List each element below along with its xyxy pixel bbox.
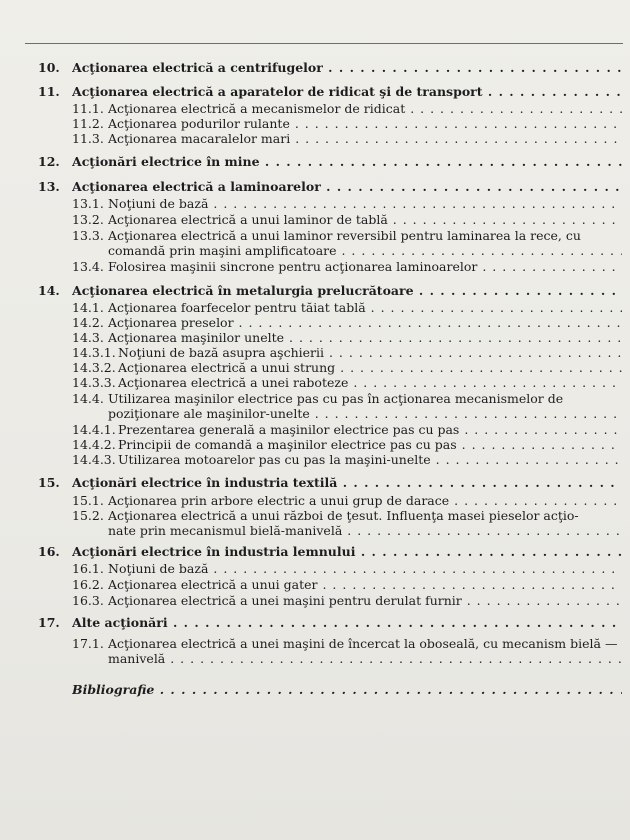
toc-title: Acţionarea electrică în metalurgia prelucrătoare . . .	[72, 283, 622, 298]
toc-title: Acţionarea electrică a unui laminor de tablă . . .	[108, 212, 622, 227]
toc-number: 13.2.	[72, 212, 104, 227]
toc-number: 16.3.	[72, 593, 104, 608]
toc-number: 14.3.2.	[72, 360, 116, 375]
toc-number: 13.1.	[72, 196, 104, 211]
toc-number: 14.3.	[72, 330, 104, 345]
toc-title: Noţiuni de bază . . .	[108, 196, 622, 211]
toc-title: Acţionarea electrică a mecanismelor de ridicat . . .	[108, 101, 622, 116]
toc-number: 14.4.2.	[72, 437, 116, 452]
toc-title: nate prin mecanismul bielă-manivelă . . .	[108, 523, 622, 538]
toc-title: Acţionarea podurilor rulante . . .	[108, 116, 622, 131]
toc-title: Acţionarea electrică a unei maşini de încercat la oboseală, cu mecanism bielă —	[108, 636, 618, 651]
toc-number: 14.3.1.	[72, 345, 116, 360]
toc-title: Acţionarea electrică a unui laminor reversibil pentru laminarea la rece, cu	[108, 228, 581, 243]
toc-title: Utilizarea maşinilor electrice pas cu pas în acţionarea mecanismelor de	[108, 391, 564, 406]
toc-number: 11.3.	[72, 131, 104, 146]
toc-title: Acţionarea prin arbore electric a unui grup de darace . . .	[108, 493, 622, 508]
toc-number: 11.	[38, 84, 60, 99]
toc-number: 15.1.	[72, 493, 104, 508]
toc-number: 14.4.1.	[72, 422, 116, 437]
toc-title: Prezentarea generală a maşinilor electrice pas cu pas . . .	[118, 422, 622, 437]
toc-title: poziţionare ale maşinilor-unelte . . .	[108, 406, 622, 421]
toc-number: 14.2.	[72, 315, 104, 330]
toc-number: 15.	[38, 475, 60, 490]
toc-number: 13.	[38, 179, 60, 194]
toc-number: 17.	[38, 615, 60, 630]
toc-number: 16.2.	[72, 577, 104, 592]
toc-number: 14.	[38, 283, 60, 298]
toc-number: 15.2.	[72, 508, 104, 523]
toc-title: Noţiuni de bază asupra aşchierii . . .	[118, 345, 622, 360]
toc-title: Acţionarea foarfecelor pentru tăiat tablă . . .	[108, 300, 622, 315]
toc-title: Acţionarea electrică a unei raboteze . . .	[118, 375, 622, 390]
toc-title: Acţionări electrice în industria textilă . . .	[72, 475, 622, 490]
toc-number: 14.4.3.	[72, 452, 116, 467]
toc-number: 13.4.	[72, 259, 104, 274]
toc-number: 11.2.	[72, 116, 104, 131]
toc-title: Acţionări electrice în mine . . .	[72, 154, 622, 169]
toc-title: Acţionarea electrică a centrifugelor . . .	[72, 60, 622, 75]
toc-number: 14.3.3.	[72, 375, 116, 390]
toc-title: Acţionarea electrică a unui război de ţesut. Influenţa masei pieselor acţio-	[108, 508, 579, 523]
toc-title: Acţionarea electrică a unei maşini pentru derulat furnir . . .	[108, 593, 622, 608]
toc-title: Acţionarea preselor . . .	[108, 315, 622, 330]
toc-title: Acţionarea electrică a laminoarelor . . .	[72, 179, 622, 194]
toc-title: Acţionarea electrică a unui gater . . .	[108, 577, 622, 592]
toc-title: Acţionarea electrică a aparatelor de ridicat şi de transport . . .	[72, 84, 622, 99]
toc-title: Acţionarea electrică a unui strung . . .	[118, 360, 622, 375]
toc-title: Acţionarea maşinilor unelte . . .	[108, 330, 622, 345]
toc-number: 10.	[38, 60, 60, 75]
toc-number: 17.1.	[72, 636, 104, 651]
toc-title: Utilizarea motoarelor pas cu pas la maşini-unelte . . .	[118, 452, 622, 467]
toc-number: 14.4.	[72, 391, 104, 406]
toc-number: 14.1.	[72, 300, 104, 315]
toc-title: Acţionări electrice în industria lemnului . . .	[72, 544, 622, 559]
toc-title: Noţiuni de bază . . .	[108, 561, 622, 576]
toc-title: Alte acţionări . . .	[72, 615, 622, 630]
toc-number: 16.1.	[72, 561, 104, 576]
toc-title: Acţionarea macaralelor mari . . .	[108, 131, 622, 146]
toc-title: manivelă . . .	[108, 651, 622, 666]
toc-number: 12.	[38, 154, 60, 169]
toc-title: Principii de comandă a maşinilor electrice pas cu pas . . .	[118, 437, 622, 452]
toc-title: Bibliografie . . .	[72, 682, 622, 697]
toc-number: 16.	[38, 544, 60, 559]
toc-number: 11.1.	[72, 101, 104, 116]
toc-number: 13.3.	[72, 228, 104, 243]
toc-title: comandă prin maşini amplificatoare . . .	[108, 243, 622, 258]
toc-title: Folosirea maşinii sincrone pentru acţionarea laminoarelor . . .	[108, 259, 622, 274]
